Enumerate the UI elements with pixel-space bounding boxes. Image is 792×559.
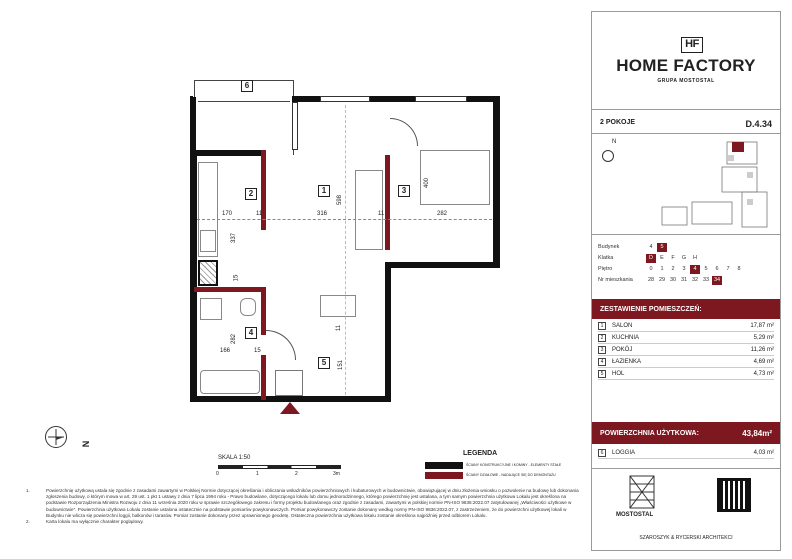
partition-room3 (385, 155, 390, 250)
dim-151: 151 (338, 359, 345, 371)
legend-text-partition: ŚCIANY DZIAŁOWE - NADAJĄCE SIĘ DO DEMONTAŻU (466, 473, 556, 477)
dim-282a: 282 (437, 211, 448, 217)
dim-337: 337 (231, 232, 238, 244)
dim-11a: 11 (256, 211, 263, 217)
brand-name: HOME FACTORY (616, 56, 756, 75)
summary-row-3 (598, 344, 774, 356)
sofa (355, 170, 383, 250)
partition-bath-right (261, 287, 266, 335)
mini-compass (602, 150, 614, 162)
room-tag-3: 3 (398, 185, 410, 197)
scale-tick-1: 1 (256, 471, 259, 477)
compass-needle-icon (46, 427, 66, 447)
unit-code: D.4.34 (745, 119, 772, 129)
architects-name: SZAROSZYK & RYCERSKI ARCHITEKCI (639, 535, 733, 541)
unit-divider (592, 133, 780, 134)
selector-row-label: Klatka (598, 255, 614, 261)
summary-row-name: HOL (612, 370, 625, 377)
summary-row-num: 2 (598, 334, 606, 342)
dim-166: 166 (220, 348, 231, 354)
wall-top (190, 96, 193, 98)
selector-cell[interactable]: E (660, 255, 664, 261)
panel-divider-3 (592, 468, 780, 469)
scale-label: SKALA 1:50 (218, 455, 251, 461)
summary-row-num: 1 (598, 322, 606, 330)
summary-row-area: 4,69 m² (753, 358, 774, 365)
selector-cell[interactable]: 5 (657, 243, 667, 252)
compass (45, 426, 67, 448)
window-2 (415, 96, 467, 102)
legend-swatch-partition (425, 472, 463, 479)
dim-598: 598 (337, 194, 344, 206)
summary-title: ZESTAWIENIE POMIESZCZEŃ: (600, 305, 702, 313)
selector-cell[interactable]: 34 (713, 277, 721, 283)
selector-cell[interactable]: 0 (649, 266, 653, 272)
selector-cell[interactable]: F (671, 255, 675, 261)
unit-rooms: 2 POKOJE (600, 119, 636, 126)
footnotes (18, 488, 583, 525)
selector-cell[interactable]: 28 (647, 277, 655, 283)
floor-plan (180, 80, 510, 410)
wc (200, 298, 222, 320)
site-map-highlight (732, 142, 744, 152)
selector-cell[interactable]: 4 (649, 244, 653, 250)
wall-top-left (190, 97, 196, 155)
selector-cell[interactable]: 29 (658, 277, 666, 283)
selector-cell[interactable]: 31 (680, 277, 688, 283)
summary-row-5 (598, 368, 774, 380)
site-map (652, 137, 777, 237)
compass-letter: N (80, 440, 91, 448)
summary-row-num: 3 (598, 346, 606, 354)
summary-row-2 (598, 332, 774, 344)
selector-row-label: Budynek (598, 244, 620, 250)
room-tag-5: 5 (318, 357, 330, 369)
mostostal-logo (622, 472, 662, 512)
room-tag-1: 1 (318, 185, 330, 197)
footnote-2: 2. Karta lokalu ma wyłącznie charakter poglądowy. (26, 519, 144, 525)
dim-15b: 15 (254, 348, 261, 354)
usable-area-label: POWIERZCHNIA UŻYTKOWA: (600, 429, 699, 437)
dim-282b: 282 (231, 333, 238, 345)
selector-cell[interactable]: H (693, 255, 697, 261)
selector-cell[interactable]: 5 (704, 266, 708, 272)
dim-170: 170 (222, 211, 233, 217)
summary-header (592, 299, 780, 319)
selector-row-label: Piętro (598, 266, 613, 272)
unit-selector (592, 238, 780, 293)
stove (200, 230, 216, 252)
partition-hol (261, 355, 266, 400)
scale-tick-3: 3m (333, 471, 340, 477)
summary-row-name: SALON (612, 322, 633, 329)
legend-swatch-structural (425, 462, 463, 469)
window-1 (320, 96, 370, 102)
summary-row-area: 5,29 m² (753, 334, 774, 341)
selector-cell[interactable]: 8 (737, 266, 741, 272)
partition-bath-top (194, 287, 264, 292)
room-tag-4: 4 (245, 327, 257, 339)
selector-cell[interactable]: 4 (690, 265, 700, 274)
selector-cell[interactable]: 33 (702, 277, 710, 283)
info-panel (591, 11, 781, 551)
usable-area-bar (592, 422, 780, 444)
scale-tick-2: 2 (295, 471, 298, 477)
selector-cell[interactable]: G (681, 255, 687, 261)
qr-code-icon (717, 478, 751, 512)
scale-bar (218, 465, 341, 469)
door-room3 (390, 118, 418, 146)
unit-header (600, 119, 772, 129)
summary-row-name: POKÓJ (612, 346, 633, 353)
room-tag-2: 2 (245, 188, 257, 200)
table (320, 295, 356, 317)
wall-left (190, 150, 197, 402)
selector-cell[interactable]: 7 (726, 266, 730, 272)
usable-area-value: 43,84m² (742, 428, 772, 438)
loggia-row (598, 447, 774, 459)
dim-line-v (345, 105, 346, 395)
loggia-num: 6 (598, 449, 606, 457)
room-tag-6: 6 (241, 80, 253, 92)
summary-row-num: 4 (598, 358, 606, 366)
selector-cell[interactable]: 2 (671, 266, 675, 272)
selector-cell[interactable]: 1 (660, 266, 664, 272)
partition-kitchen (261, 150, 266, 230)
loggia-rail (198, 101, 290, 102)
mini-compass-letter: N (612, 139, 617, 145)
summary-row-name: KUCHNIA (612, 334, 640, 341)
dim-11b: 11 (378, 211, 385, 217)
loggia-name: LOGGIA (612, 449, 636, 456)
dim-15a: 15 (233, 274, 240, 282)
scale-tick-0: 0 (216, 471, 219, 477)
wall-right-lower (385, 262, 391, 402)
summary-row-area: 17,87 m² (750, 322, 774, 329)
summary-row-name: ŁAZIENKA (612, 358, 642, 365)
loggia-area: 4,03 m² (753, 449, 774, 456)
footnote-1: 1. Powierzchnię użytkową ustala się zgodnie z zasadami zawartymi w Polskiej Normie dotyczącej określania i obliczania wskaźników powierzchniowych i kubaturowych w budownictwie, obowiązującej w dniu złożenia wniosku o pozwolenie na budowę lub dokonania zgłoszenia budowy, o którym mowa w art. 29 ust. 1 pkt 1 ustawy z dnia 7 lipca 1994 roku - Prawo budowlane, dotyczącego lokalu lub domu jednorodzinnego, którego powierzchnię jest ustalana, a tym samym powierzchnia użytkowa Lokalu jest określona na podstawie Rozporządzenia Ministra Rozwoju z dnia 11 września 2020 roku w sprawie szczegółowego zakresu i formy projektu budowlanego oraz zgodnie z zasadami, zawartymi w polskiej normie PN-ISO 9836:2022.07 zatytułowanej „Właściwości użytkowe w budownictwie". Powierzchnia użytkowa Lokalu zostanie ustalona ostatecznie na podstawie pomiarów powykonawczych. Pomiar powykonawczy zostanie dokonany według normy PN-ISO 9836:2022.07, z zastrzeżeniem, że do powierzchni użytkowej lokali w Budynku nie wlicza się powierzchni loggii, balkonów i tarasów. Pomiar zostanie dokonany przez uprawnionego geodetę. Ostateczna powierzchnia użytkowa lokalu zostanie określona najpóźniej przed odbiorem Lokalu. (26, 488, 579, 518)
summary-row-num: 5 (598, 370, 606, 378)
summary-row-area: 4,73 m² (753, 370, 774, 377)
selector-cell[interactable]: 3 (682, 266, 686, 272)
wall-right-step (385, 262, 500, 268)
entrance-marker (280, 402, 300, 414)
selector-cell[interactable]: 30 (669, 277, 677, 283)
bathtub (200, 370, 260, 394)
dim-11c: 11 (336, 324, 343, 332)
panel-divider-2 (592, 234, 780, 235)
summary-row-area: 11,26 m² (750, 346, 774, 353)
bed (420, 150, 490, 205)
door-entrance (275, 370, 303, 396)
legend-text-structural: ŚCIANY KONSTRUKCYJNE I KOMINY - ELEMENTY STAŁE (466, 463, 562, 467)
selector-cell[interactable]: D (646, 254, 656, 263)
brand-header (592, 12, 780, 110)
wall-left-top (190, 150, 265, 156)
contractor-name: MOSTOSTAL (616, 512, 654, 518)
brand-group: GRUPA MOSTOSTAL (657, 78, 715, 84)
selector-cell[interactable]: 32 (691, 277, 699, 283)
selector-cell[interactable]: 6 (715, 266, 719, 272)
shaft (198, 260, 218, 286)
brand-mark-logo: HF (681, 37, 703, 53)
summary-row-4 (598, 356, 774, 368)
selector-row-label: Nr mieszkania (598, 277, 633, 283)
legend-title: LEGENDA (463, 450, 498, 457)
wall-right-upper (493, 96, 500, 268)
dim-316: 316 (317, 211, 328, 217)
balcony-door (292, 102, 298, 150)
door-bath (266, 330, 296, 360)
dim-400: 400 (424, 177, 431, 189)
sink (240, 298, 256, 316)
summary-row-1 (598, 320, 774, 332)
